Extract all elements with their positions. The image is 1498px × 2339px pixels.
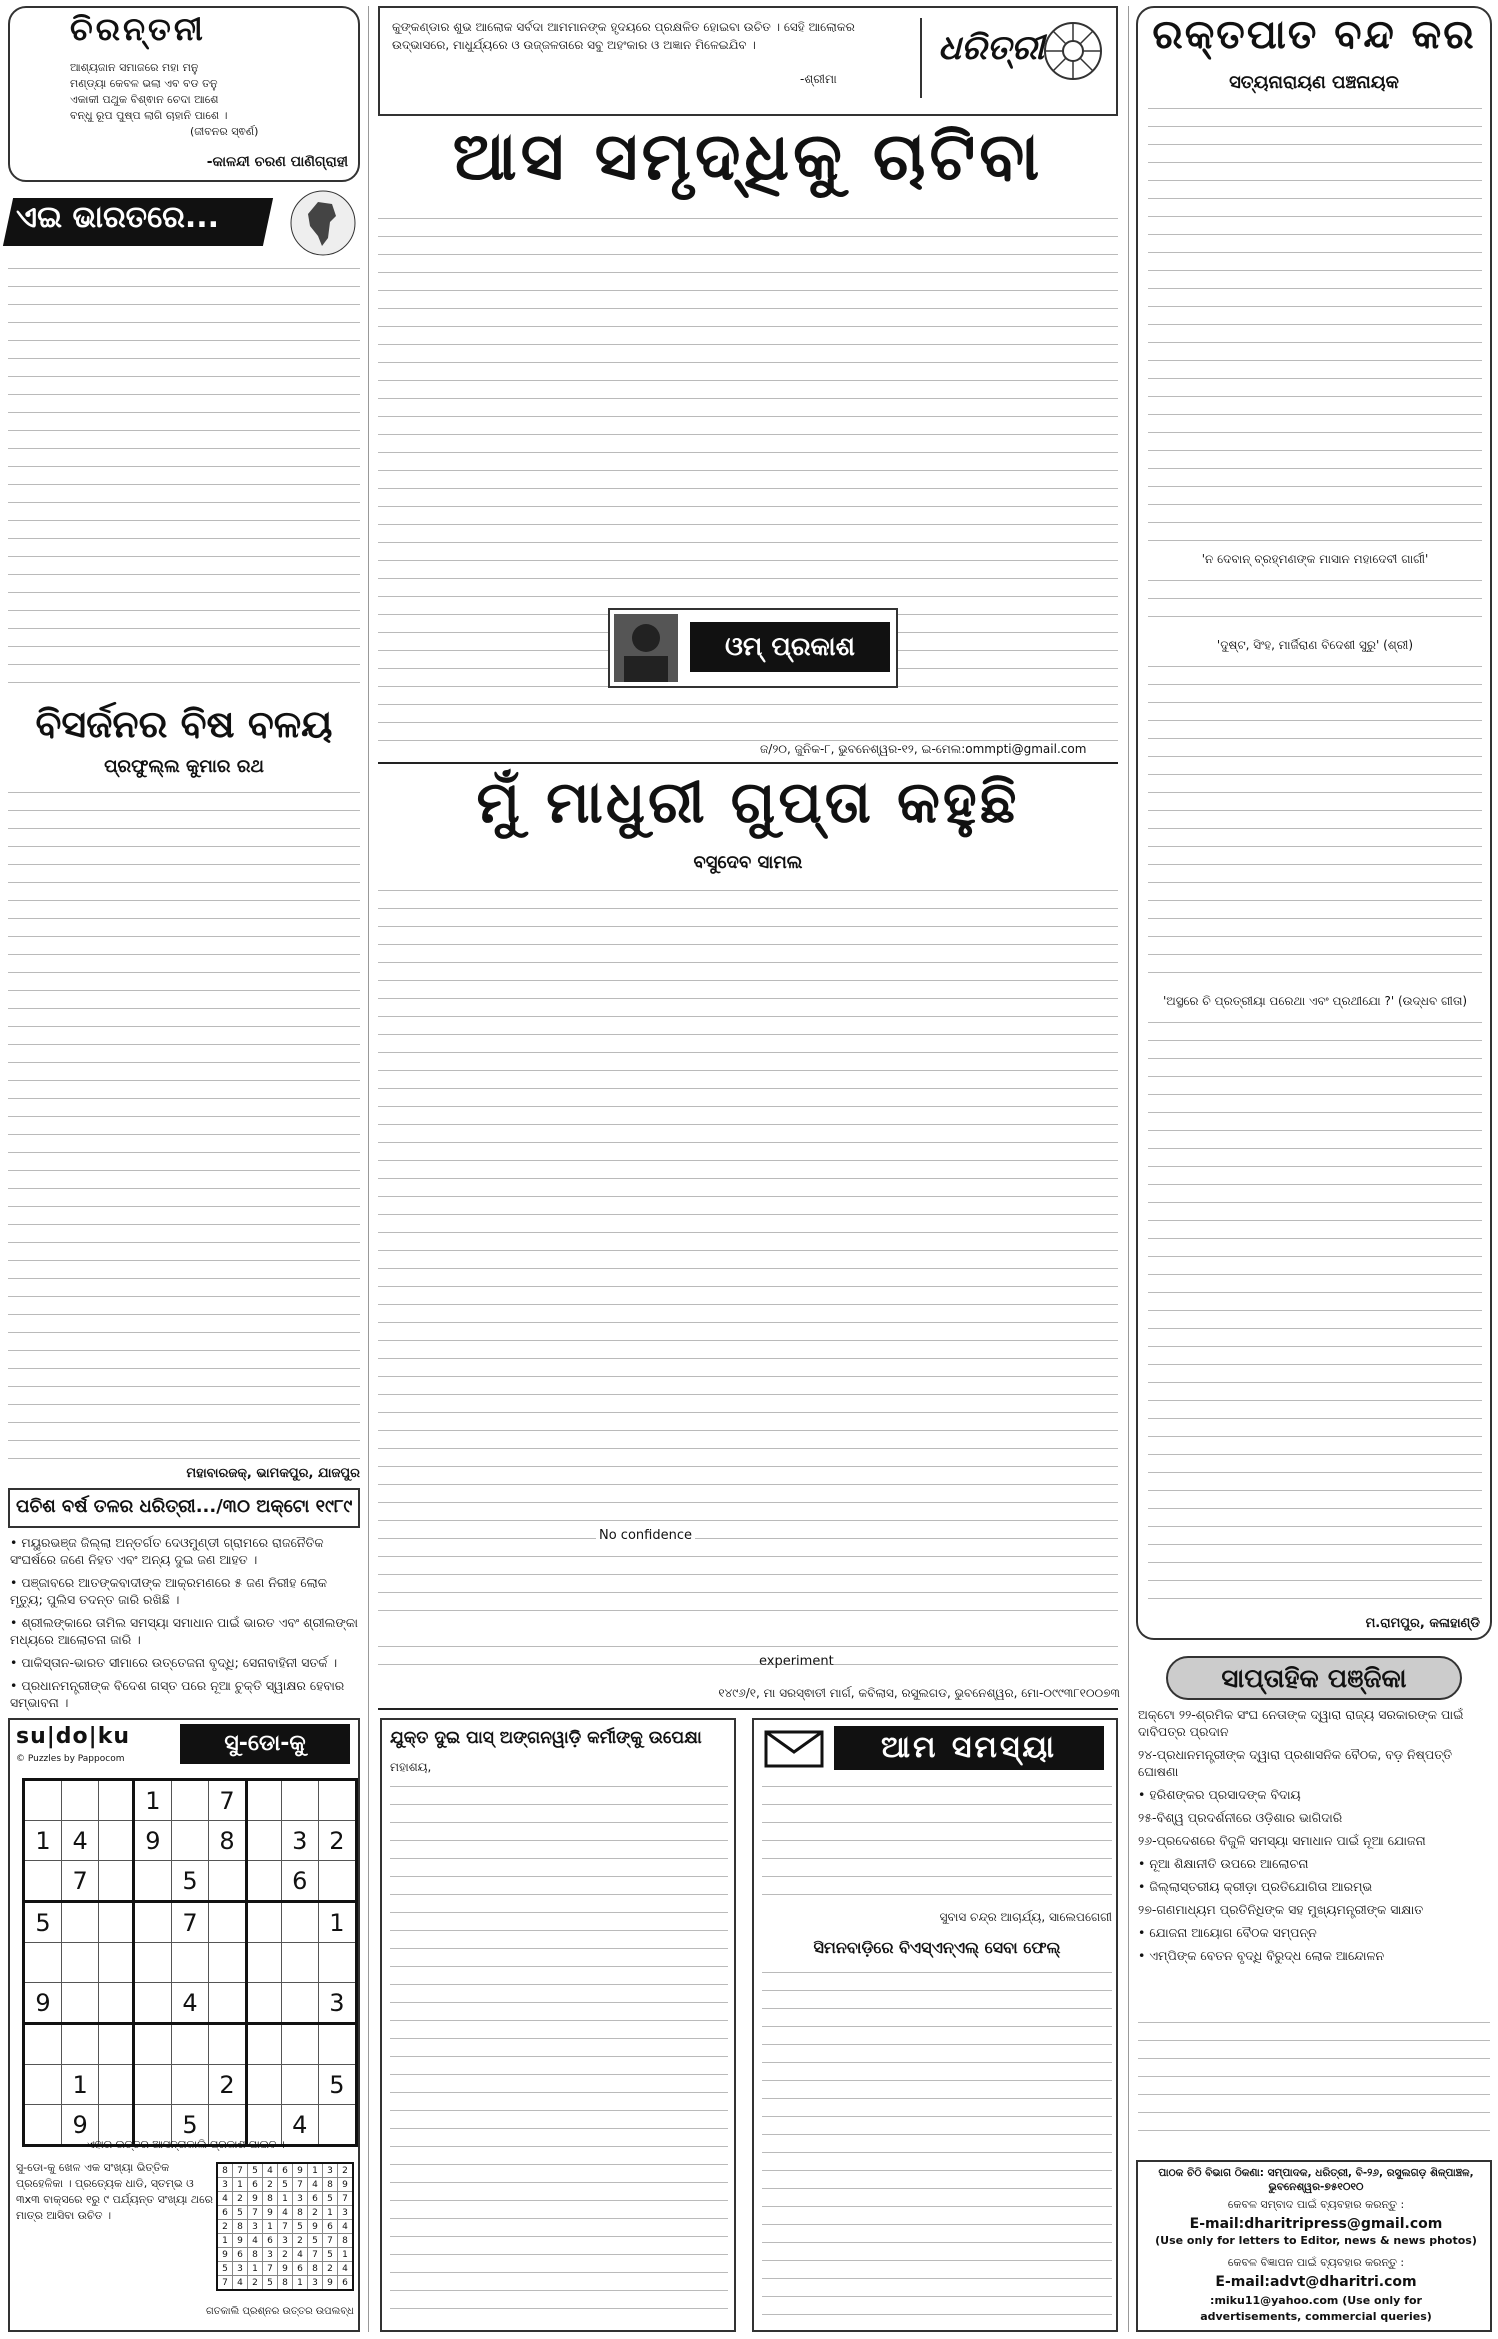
sudoku-cell[interactable] [247,1861,282,1902]
sudoku-cell[interactable] [133,2024,171,2065]
sudoku-answer-cell: 9 [248,2192,263,2206]
list-item: • ପଞ୍ଜାବରେ ଆତଙ୍କବାଦୀଙ୍କ ଆକ୍ରମଣରେ ୫ ଜଣ ନିରୀହ ଲୋକ ମୃତ୍ୟୁ; ପୁଲିସ ତଦନ୍ତ ଜାରି ରଖିଛି । [10,1575,327,1607]
sudoku-answer-cell: 5 [323,2192,338,2206]
sudoku-cell[interactable] [209,1983,247,2024]
ei-bharatare-title: ଏଇ ଭାରତରେ... [16,200,220,235]
sudoku-answer-cell: 4 [338,2220,354,2234]
sudoku-answer-cell: 1 [293,2276,308,2291]
editorial-place: ମ.ରାମପୁର, କଳାହାଣ୍ଡି [1365,1616,1480,1631]
second-headline: ମୁଁ ମାଧୁରୀ ଗୁପ୍ତା କହୁଛି [476,768,1020,836]
section-divider [378,1708,1118,1710]
sudoku-answer-cell: 6 [323,2220,338,2234]
sudoku-answer-cell: 6 [278,2163,293,2178]
saptahik-title: ସାପ୍ତାହିକ ପଞ୍ଜିକା [1166,1656,1462,1700]
sudoku-answer-cell: 7 [233,2163,248,2178]
sudoku-answer-cell: 5 [293,2220,308,2234]
sudoku-answer-cell: 3 [293,2192,308,2206]
sudoku-cell[interactable]: 3 [281,1821,318,1861]
sudoku-cell[interactable] [24,2024,62,2065]
contact-heading: ପାଠକ ଚିଠି ବିଭାଗ ଠିକଣା: ସମ୍ପାଦକ, ଧରିତ୍ରୀ, ବି-୨୬, ରସୁଲଗଡ଼ ଶିଳ୍ପାଞ୍ଚଳ, ଭୁବନେଶ୍ୱର-୭୫୧୦୧୦ [1158,2167,1474,2193]
sudoku-answer-cell: 1 [308,2163,323,2178]
india-map-icon [288,188,358,258]
author-photo [614,614,678,682]
sudoku-cell[interactable] [247,1902,282,1943]
sudoku-cell[interactable]: 5 [318,2065,356,2105]
list-item: • ମୟୁରଭଞ୍ଜ ଜିଲ୍ଲା ଅନ୍ତର୍ଗତ ଦେଓମୁଣ୍ଡୀ ଗ୍ରାମରେ ରାଜନୈତିକ ସଂଘର୍ଷରେ ଜଣେ ନିହତ ଏବଂ ଅନ୍ୟ ଦୁଇ ଜଣ ଆହତ । [10,1535,324,1567]
author-box [608,608,898,688]
sudoku-cell[interactable]: 7 [62,1861,99,1902]
sudoku-cell[interactable] [99,1780,134,1821]
ama-samasya-letter-2 [762,1966,1112,2322]
sudoku-cell[interactable] [209,1943,247,1983]
sudoku-cell[interactable] [171,1821,208,1861]
contact-label-ads: କେବଳ ବିଜ୍ଞାପନ ପାଇଁ ବ୍ୟବହାର କରନ୍ତୁ : [1227,2256,1405,2269]
editorial-headline: ରକ୍ତପାତ ବନ୍ଦ କର [1152,12,1476,58]
sudoku-cell[interactable] [24,1943,62,1983]
list-item: • ପାକିସ୍ତାନ-ଭାରତ ସୀମାରେ ଉତ୍ତେଜନା ବୃଦ୍ଧି; ସେନାବାହିନୀ ସତର୍କ । [10,1655,338,1670]
list-item: ଅକ୍ଟୋ ୨୨-ଶ୍ରମିକ ସଂଘ ନେତାଙ୍କ ଦ୍ୱାରା ରାଜ୍ୟ ସରକାରଙ୍କ ପାଇଁ ଦାବିପତ୍ର ପ୍ରଦାନ [1138,1707,1464,1739]
sudoku-cell[interactable] [281,2024,318,2065]
list-item: • ଶ୍ରୀଲଙ୍କାରେ ତାମିଲ ସମସ୍ୟା ସମାଧାନ ପାଇଁ ଭାରତ ଏବଂ ଶ୍ରୀଲଙ୍କା ମଧ୍ୟରେ ଆଲୋଚନା ଜାରି । [10,1615,358,1647]
sudoku-cell[interactable] [247,2024,282,2065]
saptahik-header [1136,1656,1492,1700]
sudoku-answer-cell: 9 [338,2178,354,2192]
sudoku-answer-cell: 9 [263,2206,278,2220]
sudoku-answer-cell: 1 [278,2192,293,2206]
editorial-quote-1: 'ନ ଦେବାନ୍ ବ୍ରହ୍ମଣଙ୍କ ମାସାନ ମହାଦେବୀ ଗାର୍ଗୀ' [1148,552,1482,567]
saptahik-notice [1138,2016,1490,2146]
sudoku-box [8,1718,360,2332]
sudoku-answer-cell: 4 [217,2192,233,2206]
sudoku-cell[interactable] [171,1780,208,1821]
sudoku-answer-cell: 8 [338,2234,354,2248]
sudoku-answer-cell: 2 [233,2192,248,2206]
sudoku-instructions: ସୁ-ଡୋ-କୁ ଖେଳ ଏକ ସଂଖ୍ୟା ଭିତ୍ତିକ ପ୍ରହେଳିକା । ପ୍ରତ୍ୟେକ ଧାଡି, ସ୍ତମ୍ଭ ଓ ୩x୩ ବାକ୍ସରେ ୧ରୁ ୯ ପର୍ଯ୍ୟନ୍ତ ସଂଖ୍ୟା ଥରେ ମାତ୍ର ଆସିବା ଉଚିତ । [16,2161,213,2222]
ama-samasya-subhead: ସିମନବାଡ଼ିରେ ବିଏସ୍‌ଏନ୍‌ଏଲ୍ ସେବା ଫେଲ୍ [813,1938,1061,1957]
sudoku-cell[interactable] [281,1902,318,1943]
sudoku-cell[interactable]: 2 [209,2065,247,2105]
chirantani-title: ଚିରନ୍ତନୀ [70,10,206,48]
sudoku-answer-cell: 1 [263,2220,278,2234]
sudoku-answer-cell: 8 [293,2206,308,2220]
envelope-icon [764,1726,824,1770]
sudoku-answer-cell: 1 [323,2206,338,2220]
visarjan-author: ପ୍ରଫୁଲ୍ଲ କୁମାର ରଥ [104,756,264,777]
sudoku-cell[interactable]: 4 [171,1983,208,2024]
editorial-quote-3: 'ଅସ୍ଥରେ ଚି ପ୍ରତ୍ରୀୟା ପରେଥା ଏବଂ ପ୍ରଥୀଯୋ ?' (ଉଦ୍ଧବ ଗୀତା) [1148,994,1482,1009]
sudoku-cell[interactable]: 7 [171,1902,208,1943]
sudoku-answer-cell: 3 [217,2178,233,2192]
sudoku-cell[interactable] [99,2024,134,2065]
anganwadi-salutation: ମହାଶୟ, [390,1760,432,1774]
masthead-logo: ଧରିତ୍ରୀ [938,28,1045,68]
list-item: • ଏମ୍ପିଙ୍କ ବେତନ ବୃଦ୍ଧି ବିରୁଦ୍ଧ ଲୋକ ଆନ୍ଦୋଳନ [1138,1948,1385,1963]
editorial-author: ସତ୍ୟନାରାୟଣ ପଞ୍ଚନାୟକ [1229,72,1399,93]
sudoku-cell[interactable] [62,2024,99,2065]
sudoku-cell[interactable] [24,2065,62,2105]
sudoku-answer-cell: 6 [308,2192,323,2206]
sudoku-cell[interactable] [318,1861,356,1902]
sudoku-answer-cell: 4 [233,2276,248,2291]
sudoku-cell[interactable]: 8 [209,1821,247,1861]
sudoku-previous-grid [216,2162,354,2291]
contact-label-news: କେବଳ ସମ୍ବାଦ ପାଇଁ ବ୍ୟବହାର କରନ୍ତୁ : [1227,2198,1405,2211]
sudoku-cell[interactable]: 7 [209,1780,247,1821]
anganwadi-box [380,1718,736,2332]
sudoku-grid[interactable] [22,1778,358,2147]
pachis-list [10,1534,358,1710]
pachis-title: ପଚିଶ ବର୍ଷ ତଳର ଧରିତ୍ରୀ.../୩୦ ଅକ୍ଟୋ ୧୯୮୯ [16,1496,353,1517]
sudoku-answer-cell: 7 [293,2178,308,2192]
ei-bharatare-header [8,188,360,258]
sudoku-answer-cell: 1 [233,2178,248,2192]
sudoku-answer-cell: 8 [308,2262,323,2276]
sudoku-cell[interactable]: 2 [318,1821,356,1861]
sudoku-answer-cell: 4 [293,2248,308,2262]
sudoku-cell[interactable] [133,2065,171,2105]
sudoku-cell[interactable] [62,1943,99,1983]
sudoku-cell[interactable] [171,2065,208,2105]
sudoku-answer-cell: 4 [278,2206,293,2220]
sudoku-answer-cell: 6 [263,2234,278,2248]
sudoku-cell[interactable]: 9 [62,2105,99,2146]
sudoku-cell[interactable] [133,1902,171,1943]
quote-text: କୁଙ୍କଣ୍ଡାର ଶୁଭ ଆଲୋକ ସର୍ବଦା ଆମମାନଙ୍କ ହୃଦୟରେ ପ୍ରକ୍ଷଳିତ ହୋଇବା ଉଚିତ । ସେହି ଆଲୋକର ଉଦ୍ଭାସରେ, ମାଧୁର୍ଯ୍ୟରେ ଓ ଉଜ୍ଜଳତାରେ ସବୁ ଅହଂକାର ଓ ଅଜ୍ଞାନ ମିଳେଇଯିବ । [392,20,855,52]
column-divider [368,6,369,2332]
list-item: • ହରିଶଙ୍କର ପ୍ରସାଦଙ୍କ ବିଦାୟ [1138,1787,1301,1802]
sudoku-cell[interactable]: 1 [24,1821,62,1861]
sudoku-answer-cell: 9 [233,2234,248,2248]
editorial-box [1136,6,1492,1640]
chirantani-box [8,6,360,182]
sudoku-cell[interactable] [209,2024,247,2065]
sudoku-answer-cell: 7 [263,2262,278,2276]
pachis-header [8,1488,360,1528]
sudoku-answer-cell: 4 [263,2163,278,2178]
sudoku-cell[interactable]: 5 [171,2105,208,2146]
sudoku-cell[interactable] [62,1780,99,1821]
contact-box [1136,2160,1492,2332]
chirantani-poem: ଆଶ୍ୟଜାନ ସମାଜରେ ମହା ମନୁ ମଣ୍ଡ୍ୟା କେବଳ ଭଲା ଏବ ବଡ ତନୁ ଏକାକୀ ପଥୁକ ବିଶ୍ଵାନ ଚେଦା ଆଶେ ବନ୍ଧୁ ରୂପ ପୁଷ୍ପ ଲାଗି ଚାହାନି ପାଶେ । (ଜୀବନର ସ୍ଵର୍ଣ) [70,61,259,138]
sudoku-answer-cell: 1 [217,2234,233,2248]
sudoku-cell[interactable] [281,2065,318,2105]
sudoku-brand-sub: © Puzzles by Pappocom [16,1754,125,1764]
sudoku-answer-cell: 4 [308,2178,323,2192]
sudoku-answer-cell: 5 [233,2206,248,2220]
sudoku-cell[interactable] [318,1780,356,1821]
sudoku-cell[interactable] [99,1902,134,1943]
sudoku-cell[interactable] [247,1943,282,1983]
contact-email-ads[interactable]: E-mail:advt@dharitri.com [1215,2274,1417,2290]
sudoku-answer-cell: 2 [308,2206,323,2220]
sudoku-answer-cell: 8 [233,2220,248,2234]
sudoku-answer-cell: 6 [217,2206,233,2220]
sudoku-answer-cell: 7 [308,2248,323,2262]
sudoku-answer-cell: 3 [248,2220,263,2234]
sudoku-answer-cell: 2 [323,2262,338,2276]
sudoku-cell[interactable] [133,1861,171,1902]
sudoku-cell[interactable]: 9 [133,1821,171,1861]
sudoku-answer-cell: 7 [217,2276,233,2291]
sudoku-cell[interactable] [24,1861,62,1902]
sudoku-cell[interactable]: 4 [62,1821,99,1861]
sudoku-answer-cell: 3 [308,2276,323,2291]
ama-samasya-letter-1 [762,1780,1112,1906]
ei-bharatare-body [8,262,360,698]
sudoku-cell[interactable] [62,1902,99,1943]
sudoku-answer-cell: 8 [323,2178,338,2192]
list-item: • ଯୋଜନା ଆୟୋଗ ବୈଠକ ସମ୍ପନ୍ନ [1138,1925,1317,1940]
sudoku-cell[interactable] [247,2065,282,2105]
sudoku-cell[interactable] [318,1943,356,1983]
sudoku-answer-cell: 4 [338,2262,354,2276]
sudoku-cell[interactable]: 9 [24,1983,62,2024]
visarjan-headline: ବିସର୍ଜନର ବିଷ ବଳୟ [35,702,333,746]
list-item: • ନୂଆ ଶିକ୍ଷାନୀତି ଉପରେ ଆଲୋଚନା [1138,1856,1309,1871]
sudoku-answer-cell: 2 [217,2220,233,2234]
sudoku-answer-cell: 5 [217,2262,233,2276]
anganwadi-body [390,1780,728,2320]
sudoku-answer-cell: 1 [248,2262,263,2276]
list-item: ୨୬-ପ୍ରଦେଶରେ ବିଜୁଳି ସମସ୍ୟା ସମାଧାନ ପାଇଁ ନୂଆ ଯୋଜନା [1138,1833,1426,1848]
sudoku-answer-cell: 9 [217,2248,233,2262]
sudoku-cell[interactable] [209,1861,247,1902]
editorial-body-2 [1148,574,1482,634]
sudoku-answer-cell: 4 [248,2234,263,2248]
sudoku-answer-cell: 9 [323,2276,338,2291]
visarjan-body [8,786,360,1464]
sudoku-answer-cell: 5 [323,2248,338,2262]
sudoku-answer-cell: 6 [248,2178,263,2192]
sudoku-cell[interactable]: 5 [24,1902,62,1943]
sudoku-answer-cell: 5 [263,2276,278,2291]
sudoku-answer-cell: 9 [293,2163,308,2178]
list-item: • ପ୍ରଧାନମନ୍ତ୍ରୀଙ୍କ ବିଦେଶ ଗସ୍ତ ପରେ ନୂଆ ଚୁକ୍ତି ସ୍ୱାକ୍ଷର ହେବାର ସମ୍ଭାବନା । [10,1678,345,1710]
sudoku-cell[interactable] [133,1983,171,2024]
list-item: ୨୪-ପ୍ରଧାନମନ୍ତ୍ରୀଙ୍କ ଦ୍ୱାରା ପ୍ରଶାସନିକ ବୈଠକ, ବଡ଼ ନିଷ୍ପତ୍ତି ଘୋଷଣା [1138,1747,1453,1779]
sudoku-title: ସୁ-ଡୋ-କୁ [180,1724,350,1764]
sudoku-answer-cell: 2 [293,2234,308,2248]
inline-english-1: No confidence [596,1528,695,1543]
lead-headline: ଆସ ସମୃଦ୍ଧିକୁ ଚାଟିବା [452,118,1044,195]
sudoku-answer-note: ଏହାର ଉତ୍ତର ଆସନ୍ତାକାଲି ପ୍ରକାଶ ପାଇବ । [87,2138,285,2151]
sudoku-answer-cell: 2 [248,2276,263,2291]
sudoku-answer-cell: 2 [278,2248,293,2262]
sudoku-cell[interactable] [247,1780,282,1821]
sudoku-answer-cell: 5 [278,2178,293,2192]
anganwadi-title: ଯୁକ୍ତ ଦୁଇ ପାସ୍ ଅଙ୍ଗନୱାଡ଼ି କର୍ମୀଙ୍କୁ ଉପେକ୍ଷା [390,1728,702,1748]
visarjan-byline: ମହାବାରଜକ୍, ଭାମକପୁର, ଯାଜପୁର [186,1466,360,1481]
lead-author-address: ଜ/୨୦, ଜୁନିକ-୮, ଭୁବନେଶ୍ୱର-୧୨, ଇ-ମେଲ:ommpti@gmail.com [760,742,1087,756]
sudoku-answer-cell: 6 [233,2248,248,2262]
sudoku-cell[interactable] [133,1943,171,1983]
chirantani-author: -କାଳନ୍ଦୀ ଚରଣ ପାଣିଗ୍ରାହୀ [206,154,348,170]
sudoku-brand: su|do|ku [16,1724,130,1749]
sudoku-answer-cell: 7 [248,2206,263,2220]
section-divider [378,762,1118,764]
sudoku-answer-cell: 1 [338,2248,354,2262]
ama-samasya-box [752,1718,1118,2332]
sudoku-answer-cell: 5 [308,2234,323,2248]
list-item: • ଜିଲ୍ଲାସ୍ତରୀୟ କ୍ରୀଡ଼ା ପ୍ରତିଯୋଗିତା ଆରମ୍ଭ [1138,1879,1373,1894]
sudoku-cell[interactable] [247,1821,282,1861]
sudoku-cell[interactable] [62,1983,99,2024]
second-story-footer: ୧୪୯୬/୧, ମା ସରସ୍ଵାତୀ ମାର୍ଗ, କବିଲାସ, ରସୁଲଗଡ, ଭୁବନେଶ୍ୱର, ମୋ-୦୯୯୩୮୧୦୦୭୩ [718,1686,1120,1700]
ama-samasya-title: ଆମ ସମସ୍ୟା [834,1726,1104,1770]
sudoku-cell[interactable]: 1 [133,1780,171,1821]
list-item: ୨୫-ବିଶ୍ୱ ପ୍ରଦର୍ଶନୀରେ ଓଡ଼ିଶାର ଭାଗିଦାରି [1138,1810,1343,1825]
sudoku-cell[interactable] [99,1861,134,1902]
contact-email-news[interactable]: E-mail:dharitripress@gmail.com [1189,2216,1443,2232]
sudoku-answer-cell: 2 [338,2163,354,2178]
quote-attribution: -ଶ୍ରୀମା [800,72,837,86]
ama-samasya-sign-1: ସୁବାସ ଚନ୍ଦ୍ର ଆଚାର୍ଯ୍ୟ, ସାଲେପଗେଗୀ [939,1910,1112,1924]
editorial-body-1 [1148,102,1482,548]
sudoku-answer-cell: 7 [278,2220,293,2234]
list-item: ୨୭-ଗଣମାଧ୍ୟମ ପ୍ରତିନିଧିଙ୍କ ସହ ମୁଖ୍ୟମନ୍ତ୍ରୀଙ୍କ ସାକ୍ଷାତ [1138,1902,1424,1917]
sudoku-cell[interactable] [281,1780,318,1821]
editorial-body-4 [1148,1016,1482,1612]
sudoku-answer-cell: 3 [323,2163,338,2178]
author-name: ଓମ୍ ପ୍ରକାଶ [690,622,890,672]
contact-email-alt[interactable]: :miku11@yahoo.com (Use only for [1210,2294,1422,2307]
sun-emblem-icon [1040,18,1106,84]
sudoku-answer-cell: 8 [217,2163,233,2178]
sudoku-cell[interactable]: 3 [318,1983,356,2024]
second-story-body-cont [378,1640,1118,1680]
sudoku-cell[interactable] [281,1983,318,2024]
sudoku-cell[interactable] [318,2024,356,2065]
sudoku-answer-cell: 6 [293,2262,308,2276]
sudoku-answer-cell: 6 [338,2276,354,2291]
contact-note-news: (Use only for letters to Editor, news & news photos) [1155,2234,1477,2247]
sudoku-answer-cell: 3 [263,2248,278,2262]
sudoku-answer-cell: 3 [278,2234,293,2248]
inline-english-2: experiment [756,1654,837,1669]
second-author: ବସୁଦେବ ସାମଲ [693,852,803,873]
sudoku-cell[interactable]: 4 [281,2105,318,2146]
sudoku-cell[interactable]: 6 [281,1861,318,1902]
sudoku-answer-cell: 7 [338,2192,354,2206]
sudoku-cell[interactable] [247,1983,282,2024]
sudoku-cell[interactable] [209,1902,247,1943]
sudoku-cell[interactable] [99,2065,134,2105]
sudoku-answer-cell: 8 [248,2248,263,2262]
sudoku-answer-cell: 5 [248,2163,263,2178]
column-divider [1128,6,1129,2332]
sudoku-cell[interactable]: 1 [62,2065,99,2105]
sudoku-cell[interactable] [171,2024,208,2065]
sudoku-answer-cell: 2 [263,2178,278,2192]
second-story-body [378,884,1118,1618]
sudoku-answer-cell: 7 [323,2234,338,2248]
sudoku-cell[interactable] [99,1943,134,1983]
sudoku-cell[interactable] [171,1943,208,1983]
editorial-body-3 [1148,660,1482,990]
sudoku-cell[interactable] [99,1821,134,1861]
editorial-quote-2: 'ଦୁଷ୍ଟ, ସିଂହ, ମାର୍ଜିରାଣ ବିଦେଶୀ ସୁରୁ' (ଶ୍ରୀ) [1148,638,1482,653]
sudoku-cell[interactable]: 5 [171,1861,208,1902]
sudoku-answer-cell: 9 [278,2262,293,2276]
quote-box [378,6,1118,116]
sudoku-answer-cell: 9 [308,2220,323,2234]
sudoku-answer-cell: 3 [338,2206,354,2220]
sudoku-cell[interactable]: 1 [318,1902,356,1943]
saptahik-list [1138,1706,1490,2006]
sudoku-cell[interactable] [281,1943,318,1983]
sudoku-answer-cell: 3 [233,2262,248,2276]
sudoku-answer-cell: 8 [278,2276,293,2291]
sudoku-prev-caption: ଗତକାଲି ପ୍ରଶ୍ନର ଉତ୍ତର ଉପଲବ୍ଧ [206,2306,354,2317]
contact-note-ads: advertisements, commercial queries) [1200,2310,1432,2323]
sudoku-answer-cell: 8 [263,2192,278,2206]
sudoku-cell[interactable] [99,1983,134,2024]
sudoku-cell[interactable] [24,1780,62,1821]
